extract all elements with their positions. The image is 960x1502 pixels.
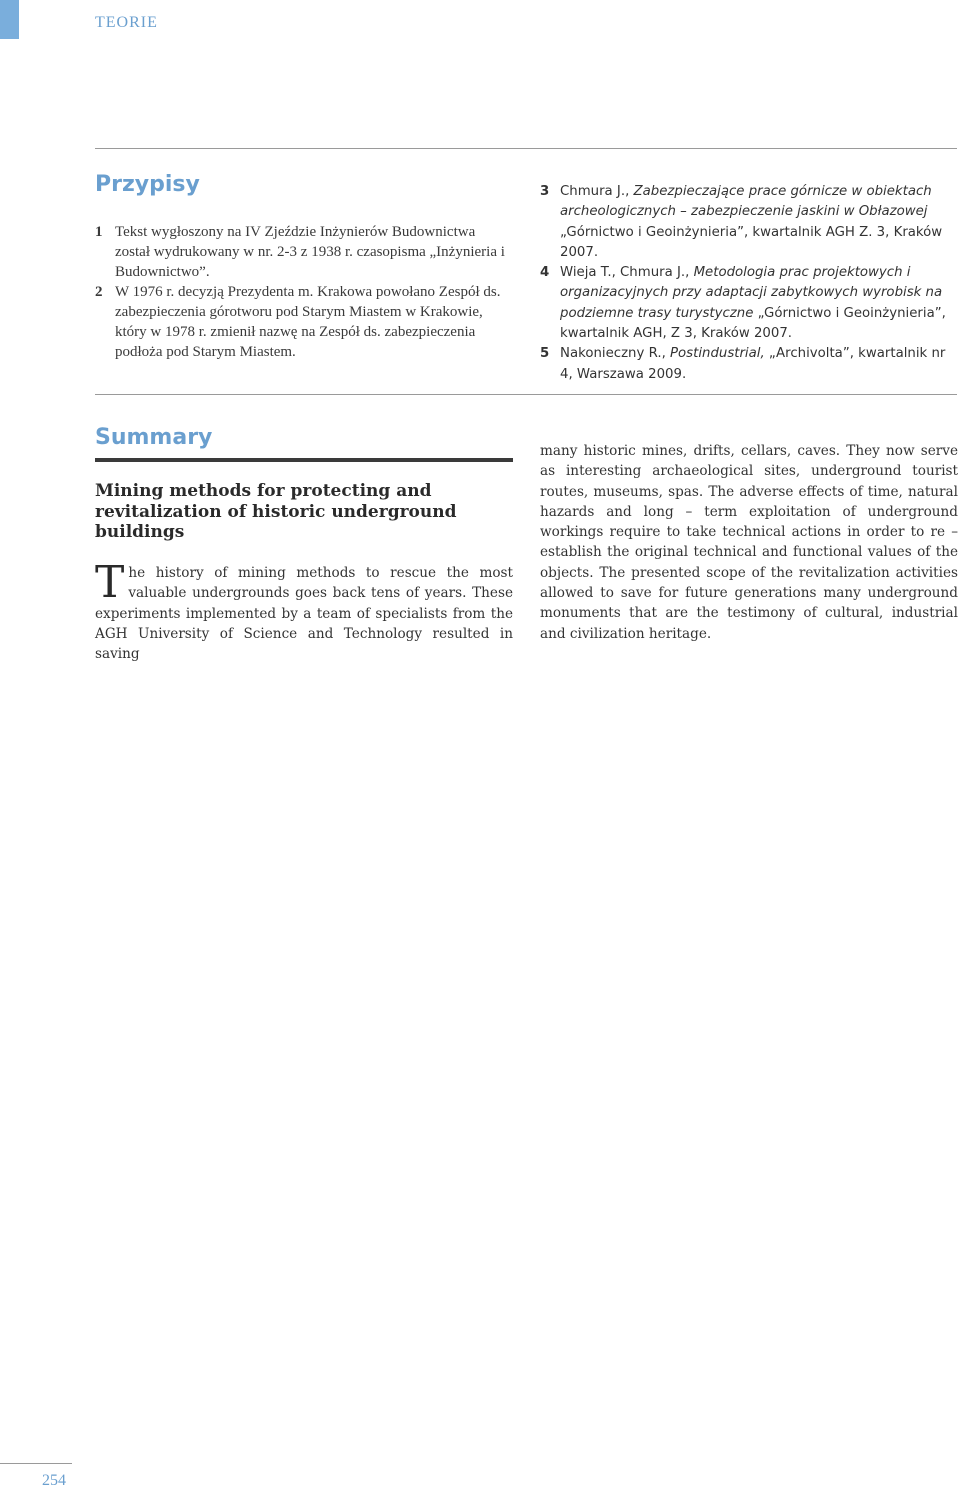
footnote-item xyxy=(540,344,958,385)
footnote-number: 4 xyxy=(540,265,550,281)
summary-right-column xyxy=(540,441,958,644)
footnote-number: 3 xyxy=(540,184,550,199)
footnote-item xyxy=(95,282,513,362)
section-label: TEORIE xyxy=(95,14,158,31)
corner-color-block xyxy=(0,0,19,39)
summary-left-text: he history of mining methods to rescue the most valuable undergrounds goes back tens of years. These experiments implemented by a team of specialists from the AGH University of Science and Technology resulted in saving xyxy=(95,565,513,663)
footnotes-right-column xyxy=(540,182,958,385)
footnotes-left-column xyxy=(95,222,513,362)
footnote-rest: „Archivolta”, kwartalnik nr 4, Warszawa 2009. xyxy=(560,346,946,382)
drop-cap: T xyxy=(95,557,125,608)
summary-title: Summary xyxy=(95,425,213,450)
footnotes-title: Przypisy xyxy=(95,172,200,197)
footnote-number: 1 xyxy=(95,224,103,240)
footnote-number: 2 xyxy=(95,284,103,300)
footnote-author: Nakonieczny R., xyxy=(560,346,666,362)
footnote-rest: „Górnictwo i Geoinżynieria”, kwartalnik AGH Z. 3, Kraków 2007. xyxy=(560,224,943,260)
footer-rule xyxy=(0,1463,72,1464)
footnote-item xyxy=(540,182,958,263)
footnote-title: Zabezpieczające prace górnicze w obiektach archeologicznych – zabezpieczenie jaskini w Obłazowej xyxy=(560,184,932,220)
footnote-text: Tekst wygłoszony na IV Zjeździe Inżynierów Budownictwa został wydrukowany w nr. 2-3 z 1938 r. czasopisma „Inżynieria i Budownictwo”. xyxy=(115,224,505,280)
footnote-item xyxy=(95,222,513,282)
page-number: 254 xyxy=(42,1472,66,1489)
footnote-title: Metodologia prac projektowych i organizacyjnych przy adaptacji zabytkowych wyrobisk na podziemne trasy turystyczne xyxy=(560,265,943,321)
footnote-author: Chmura J., xyxy=(560,184,630,199)
summary-heading-rule xyxy=(95,458,513,462)
footnote-title: Postindustrial, xyxy=(670,346,765,362)
footnote-rest: „Górnictwo i Geoinżynieria”, kwartalnik AGH, Z 3, Kraków 2007. xyxy=(560,305,946,342)
top-rule xyxy=(95,148,957,149)
summary-right-text: many historic mines, drifts, cellars, caves. They now serve as interesting archaeological sites, underground tourist routes, museums, spas. The adverse effects of time, natural hazards and long – term exploitation of underground workings require to take technical actions in order to re – establish the original technical and functional values of the objects. The presented scope of the revitalization activities allowed to save for future generations many underground monuments that are the testimony of cultural, industrial and civilization heritage. xyxy=(540,443,958,642)
footnote-number: 5 xyxy=(540,346,550,362)
summary-heading: Mining methods for protecting and revitalization of historic underground buildings xyxy=(95,481,457,542)
middle-rule xyxy=(95,394,957,395)
footnote-text: W 1976 r. decyzją Prezydenta m. Krakowa powołano Zespół ds. zabezpieczenia górotworu pod Starym Miastem w Krakowie, który w 1978 r. zmienił nazwę na Zespół ds. zabezpieczenia podłoża pod Starym Miastem. xyxy=(115,284,501,360)
footnote-item xyxy=(540,263,958,344)
footnote-author: Wieja T., Chmura J., xyxy=(560,265,690,281)
summary-left-column xyxy=(95,557,513,664)
